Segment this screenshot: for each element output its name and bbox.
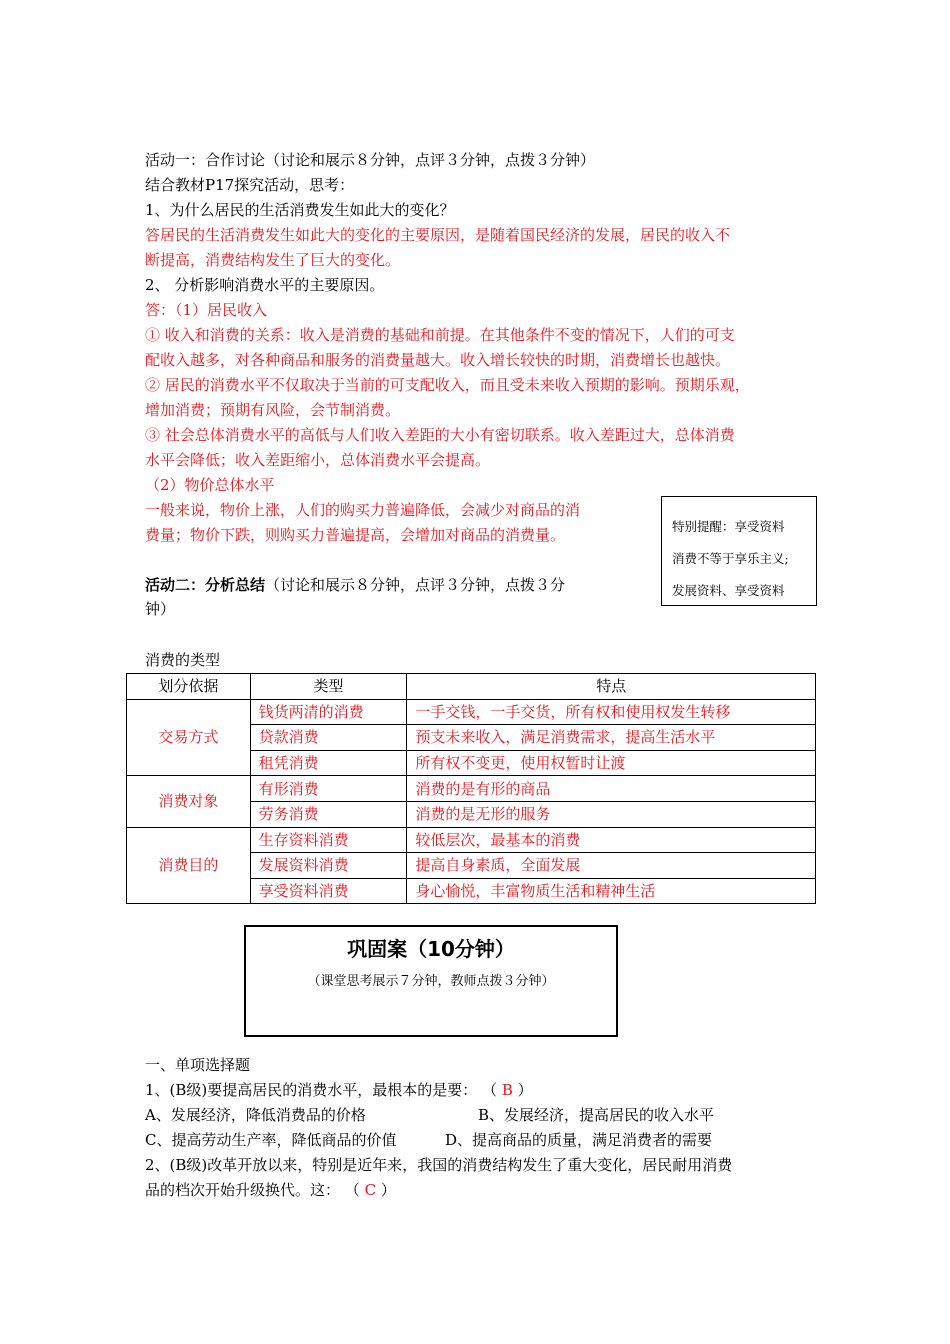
quiz-paren-close: ）	[517, 1081, 533, 1099]
price-level-line: 费量；物价下跌，则购买力普遍提高，会增加对商品的消费量。	[145, 526, 566, 544]
quiz-section-title: 一、单项选择题	[145, 1056, 251, 1074]
quiz-answer-1: B	[501, 1081, 513, 1099]
quiz-option-c: C、提高劳动生产率，降低商品的价值	[145, 1131, 397, 1149]
header-basis: 划分依据	[127, 674, 251, 700]
feature-cell: 一手交钱，一手交货，所有权和使用权发生转移	[407, 699, 816, 725]
type-cell: 劳务消费	[250, 801, 407, 827]
table-row	[127, 699, 816, 725]
quiz-option-b: B、发展经济，提高居民的收入水平	[478, 1106, 715, 1124]
header-feature: 特点	[407, 674, 816, 700]
quiz-question-2-line2	[145, 1178, 396, 1202]
quiz-option-a: A、发展经济，降低消费品的价格	[145, 1106, 366, 1124]
basis-cell: 消费对象	[127, 776, 251, 827]
quiz-question-2-text: 品的档次开始升级换代。这： （	[145, 1181, 360, 1199]
price-level-line: 一般来说，物价上涨，人们的购买力普遍降低，会减少对商品的消	[145, 501, 581, 519]
consolidation-subtitle: （课堂思考展示７分钟，教师点拨３分钟）	[307, 974, 555, 989]
feature-cell: 身心愉悦，丰富物质生活和精神生活	[407, 878, 816, 904]
consolidation-title: 巩固案（10分钟）	[347, 937, 515, 961]
activity1-intro: 结合教材P17探究活动，思考：	[145, 176, 355, 194]
type-cell: 租凭消费	[250, 750, 407, 776]
type-cell: 享受资料消费	[250, 878, 407, 904]
type-cell: 贷款消费	[250, 725, 407, 751]
table-row	[127, 776, 816, 802]
basis-cell: 交易方式	[127, 699, 251, 776]
quiz-question-1-text: 1、(B级)要提高居民的消费水平，最根本的是要： （	[145, 1081, 498, 1099]
activity2-heading-rest: （讨论和展示８分钟，点评３分钟，点拨３分	[265, 576, 566, 594]
answer-2-sub2: （2）物价总体水平	[145, 476, 275, 494]
answer-2-line: ② 居民的消费水平不仅取决于当前的可支配收入，而且受未来收入预期的影响。预期乐观，	[145, 376, 750, 394]
answer-2-line: 增加消费；预期有风险，会节制消费。	[145, 401, 401, 419]
answer-1-line2: 断提高，消费结构发生了巨大的变化。	[145, 251, 401, 269]
special-reminder-box	[661, 496, 817, 606]
quiz-option-d: D、提高商品的质量，满足消费者的需要	[445, 1131, 713, 1149]
quiz-paren-close: ）	[380, 1181, 396, 1199]
quiz-answer-2: C	[364, 1181, 377, 1199]
table-header-row	[127, 674, 816, 700]
quiz-question-1	[145, 1078, 533, 1102]
feature-cell: 消费的是有形的商品	[407, 776, 816, 802]
answer-2-line: ③ 社会总体消费水平的高低与人们收入差距的大小有密切联系。收入差距过大，总体消费	[145, 426, 735, 444]
feature-cell: 所有权不变更，使用权暂时让渡	[407, 750, 816, 776]
table-row	[127, 827, 816, 853]
activity2-heading-tail: 钟）	[145, 600, 176, 618]
basis-cell: 消费目的	[127, 827, 251, 904]
consolidation-box	[244, 925, 618, 1037]
type-cell: 有形消费	[250, 776, 407, 802]
question-2: 2、 分析影响消费水平的主要原因。	[145, 276, 385, 294]
type-cell: 钱货两清的消费	[250, 699, 407, 725]
tip-line: 特别提醒：享受资料	[672, 519, 785, 534]
feature-cell: 预支未来收入，满足消费需求，提高生活水平	[407, 725, 816, 751]
tip-line: 消费不等于享乐主义;	[672, 551, 789, 566]
header-type: 类型	[250, 674, 407, 700]
quiz-question-2-line1: 2、(B级)改革开放以来，特别是近年来，我国的消费结构发生了重大变化，居民耐用消费	[145, 1156, 733, 1174]
answer-1-line1: 答居民的生活消费发生如此大的变化的主要原因，是随着国民经济的发展，居民的收入不	[145, 226, 731, 244]
answer-2-line: ① 收入和消费的关系：收入是消费的基础和前提。在其他条件不变的情况下，人们的可支	[145, 326, 735, 344]
feature-cell: 提高自身素质，全面发展	[407, 853, 816, 879]
answer-2-line: 水平会降低；收入差距缩小，总体消费水平会提高。	[145, 451, 491, 469]
feature-cell: 较低层次，最基本的消费	[407, 827, 816, 853]
type-cell: 发展资料消费	[250, 853, 407, 879]
answer-2-line: 配收入越多，对各种商品和服务的消费量越大。收入增长较快的时期，消费增长也越快。	[145, 351, 731, 369]
type-cell: 生存资料消费	[250, 827, 407, 853]
consumption-types-table	[126, 673, 816, 904]
question-1: 1、为什么居民的生活消费发生如此大的变化？	[145, 201, 455, 219]
tip-line: 发展资料、享受资料	[672, 583, 785, 598]
feature-cell: 消费的是无形的服务	[407, 801, 816, 827]
activity1-heading: 活动一：合作讨论（讨论和展示８分钟，点评３分钟，点拨３分钟）	[145, 151, 596, 169]
table-title: 消费的类型	[145, 651, 221, 669]
activity2-heading	[145, 573, 565, 597]
answer-2-head: 答：（1）居民收入	[145, 301, 268, 319]
activity2-heading-bold: 活动二：分析总结	[145, 576, 266, 594]
